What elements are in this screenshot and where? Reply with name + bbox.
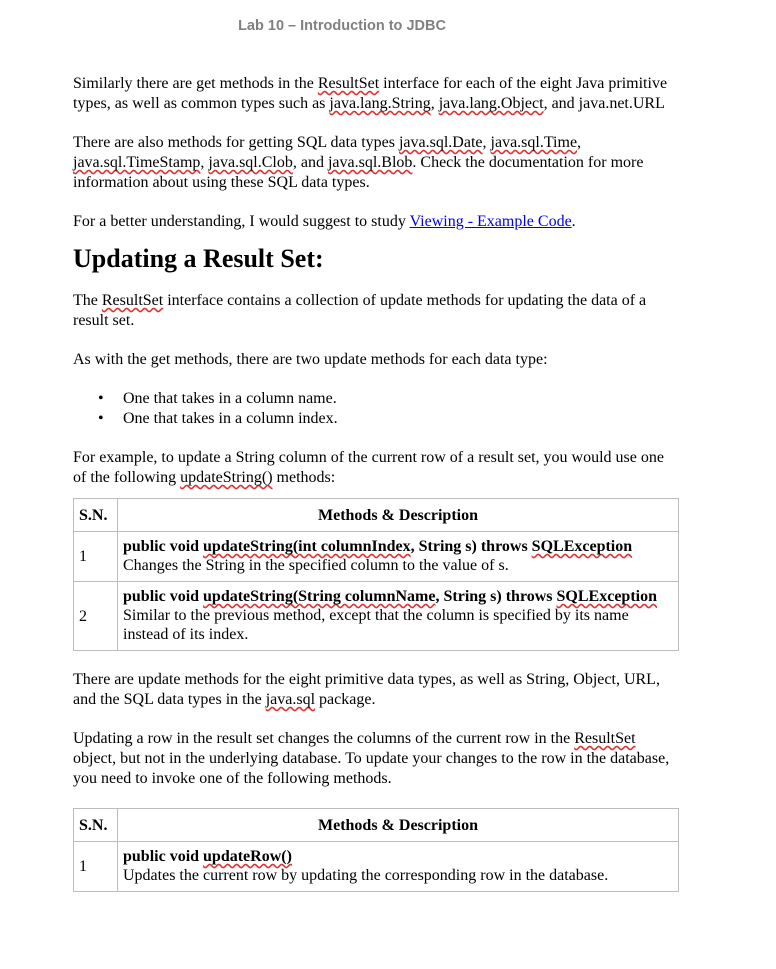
update-string-methods-table — [73, 498, 679, 651]
paragraph-sql-types: There are also methods for getting SQL data types java.sql.Date, java.sql.Time, java.sql.TimeStamp, java.sql.Clob, and java.sql.Blob. Check the documentation for more information about using these SQL data types. — [73, 134, 644, 191]
paragraph-study: For a better understanding, I would suggest to study Viewing - Example Code. — [73, 213, 576, 230]
method-description: Updates the current row by updating the corresponding row in the database. — [123, 867, 609, 884]
table-header-row — [74, 809, 679, 842]
page-header: Lab 10 – Introduction to JDBC — [238, 18, 446, 34]
spell-word: updateString() — [180, 469, 273, 486]
spell-word: java.sql — [265, 691, 316, 708]
list-item: • One that takes in a column index. — [73, 409, 679, 429]
spell-word: java.sql.Time — [490, 134, 578, 151]
method-cell — [118, 842, 679, 892]
paragraph-resultset-interface: The ResultSet interface contains a collection of update methods for updating the data of a result set. — [73, 292, 647, 329]
table-row — [74, 532, 679, 582]
spell-word: ResultSet — [317, 75, 380, 92]
document-body — [73, 74, 679, 892]
spell-word: java.sql.Blob — [327, 154, 413, 171]
column-header-sn: S.N. — [74, 809, 118, 842]
paragraph-two-methods: As with the get methods, there are two update methods for each data type: — [73, 351, 548, 368]
row-number: 2 — [74, 582, 118, 651]
spell-word: java.sql.Clob — [208, 154, 293, 171]
method-signature: public void updateRow() — [123, 848, 292, 865]
example-code-link[interactable]: Viewing - Example Code — [409, 213, 572, 230]
spell-word: java.sql.Date — [398, 134, 483, 151]
spell-word: ResultSet — [101, 292, 164, 309]
table-header-row — [74, 499, 679, 532]
spell-word: SQLException — [531, 538, 633, 555]
spell-word: updateString(int columnIndex — [203, 538, 411, 555]
update-row-methods-table — [73, 808, 679, 892]
method-cell — [118, 532, 679, 582]
spell-word: java.lang.Object — [438, 95, 544, 112]
table-row — [74, 842, 679, 892]
row-number: 1 — [74, 532, 118, 582]
method-signature: public void updateString(int columnIndex, String s) throws SQLException — [123, 538, 633, 555]
column-header-methods: Methods & Description — [118, 809, 679, 842]
spell-word: updateRow() — [203, 848, 292, 865]
paragraph-update-row: Updating a row in the result set changes the columns of the current row in the ResultSet object, but not in the underlying database. To update your changes to the row in the database, you need to invoke one of the following methods. — [73, 730, 670, 787]
spell-word: SQLException — [556, 588, 657, 605]
method-cell — [118, 582, 679, 651]
spell-word: ResultSet — [574, 730, 636, 747]
column-header-sn: S.N. — [74, 499, 118, 532]
table-row — [74, 582, 679, 651]
spell-word: updateString(String columnName — [203, 588, 436, 605]
bullet-list — [73, 389, 679, 429]
paragraph-primitive-types: There are update methods for the eight primitive data types, as well as String, Object, URL, and the SQL data types in the java.sql package. — [73, 671, 660, 708]
paragraph-get-methods: Similarly there are get methods in the ResultSet interface for each of the eight Java primitive types, as well as common types such as java.lang.String, java.lang.Object, and java.net.URL — [73, 75, 668, 112]
paragraph-example: For example, to update a String column of the current row of a result set, you would use one of the following updateString() methods: — [73, 449, 664, 486]
method-signature: public void updateString(String columnName, String s) throws SQLException — [123, 588, 657, 605]
spell-word: java.lang.String — [329, 95, 431, 112]
list-item: • One that takes in a column name. — [73, 389, 679, 409]
row-number: 1 — [74, 842, 118, 892]
method-description: Similar to the previous method, except that the column is specified by its name instead of its index. — [123, 607, 629, 643]
method-description: Changes the String in the specified column to the value of s. — [123, 557, 509, 574]
spell-word: java.sql.TimeStamp — [73, 154, 201, 171]
column-header-methods: Methods & Description — [118, 499, 679, 532]
section-heading: Updating a Result Set: — [73, 244, 324, 273]
